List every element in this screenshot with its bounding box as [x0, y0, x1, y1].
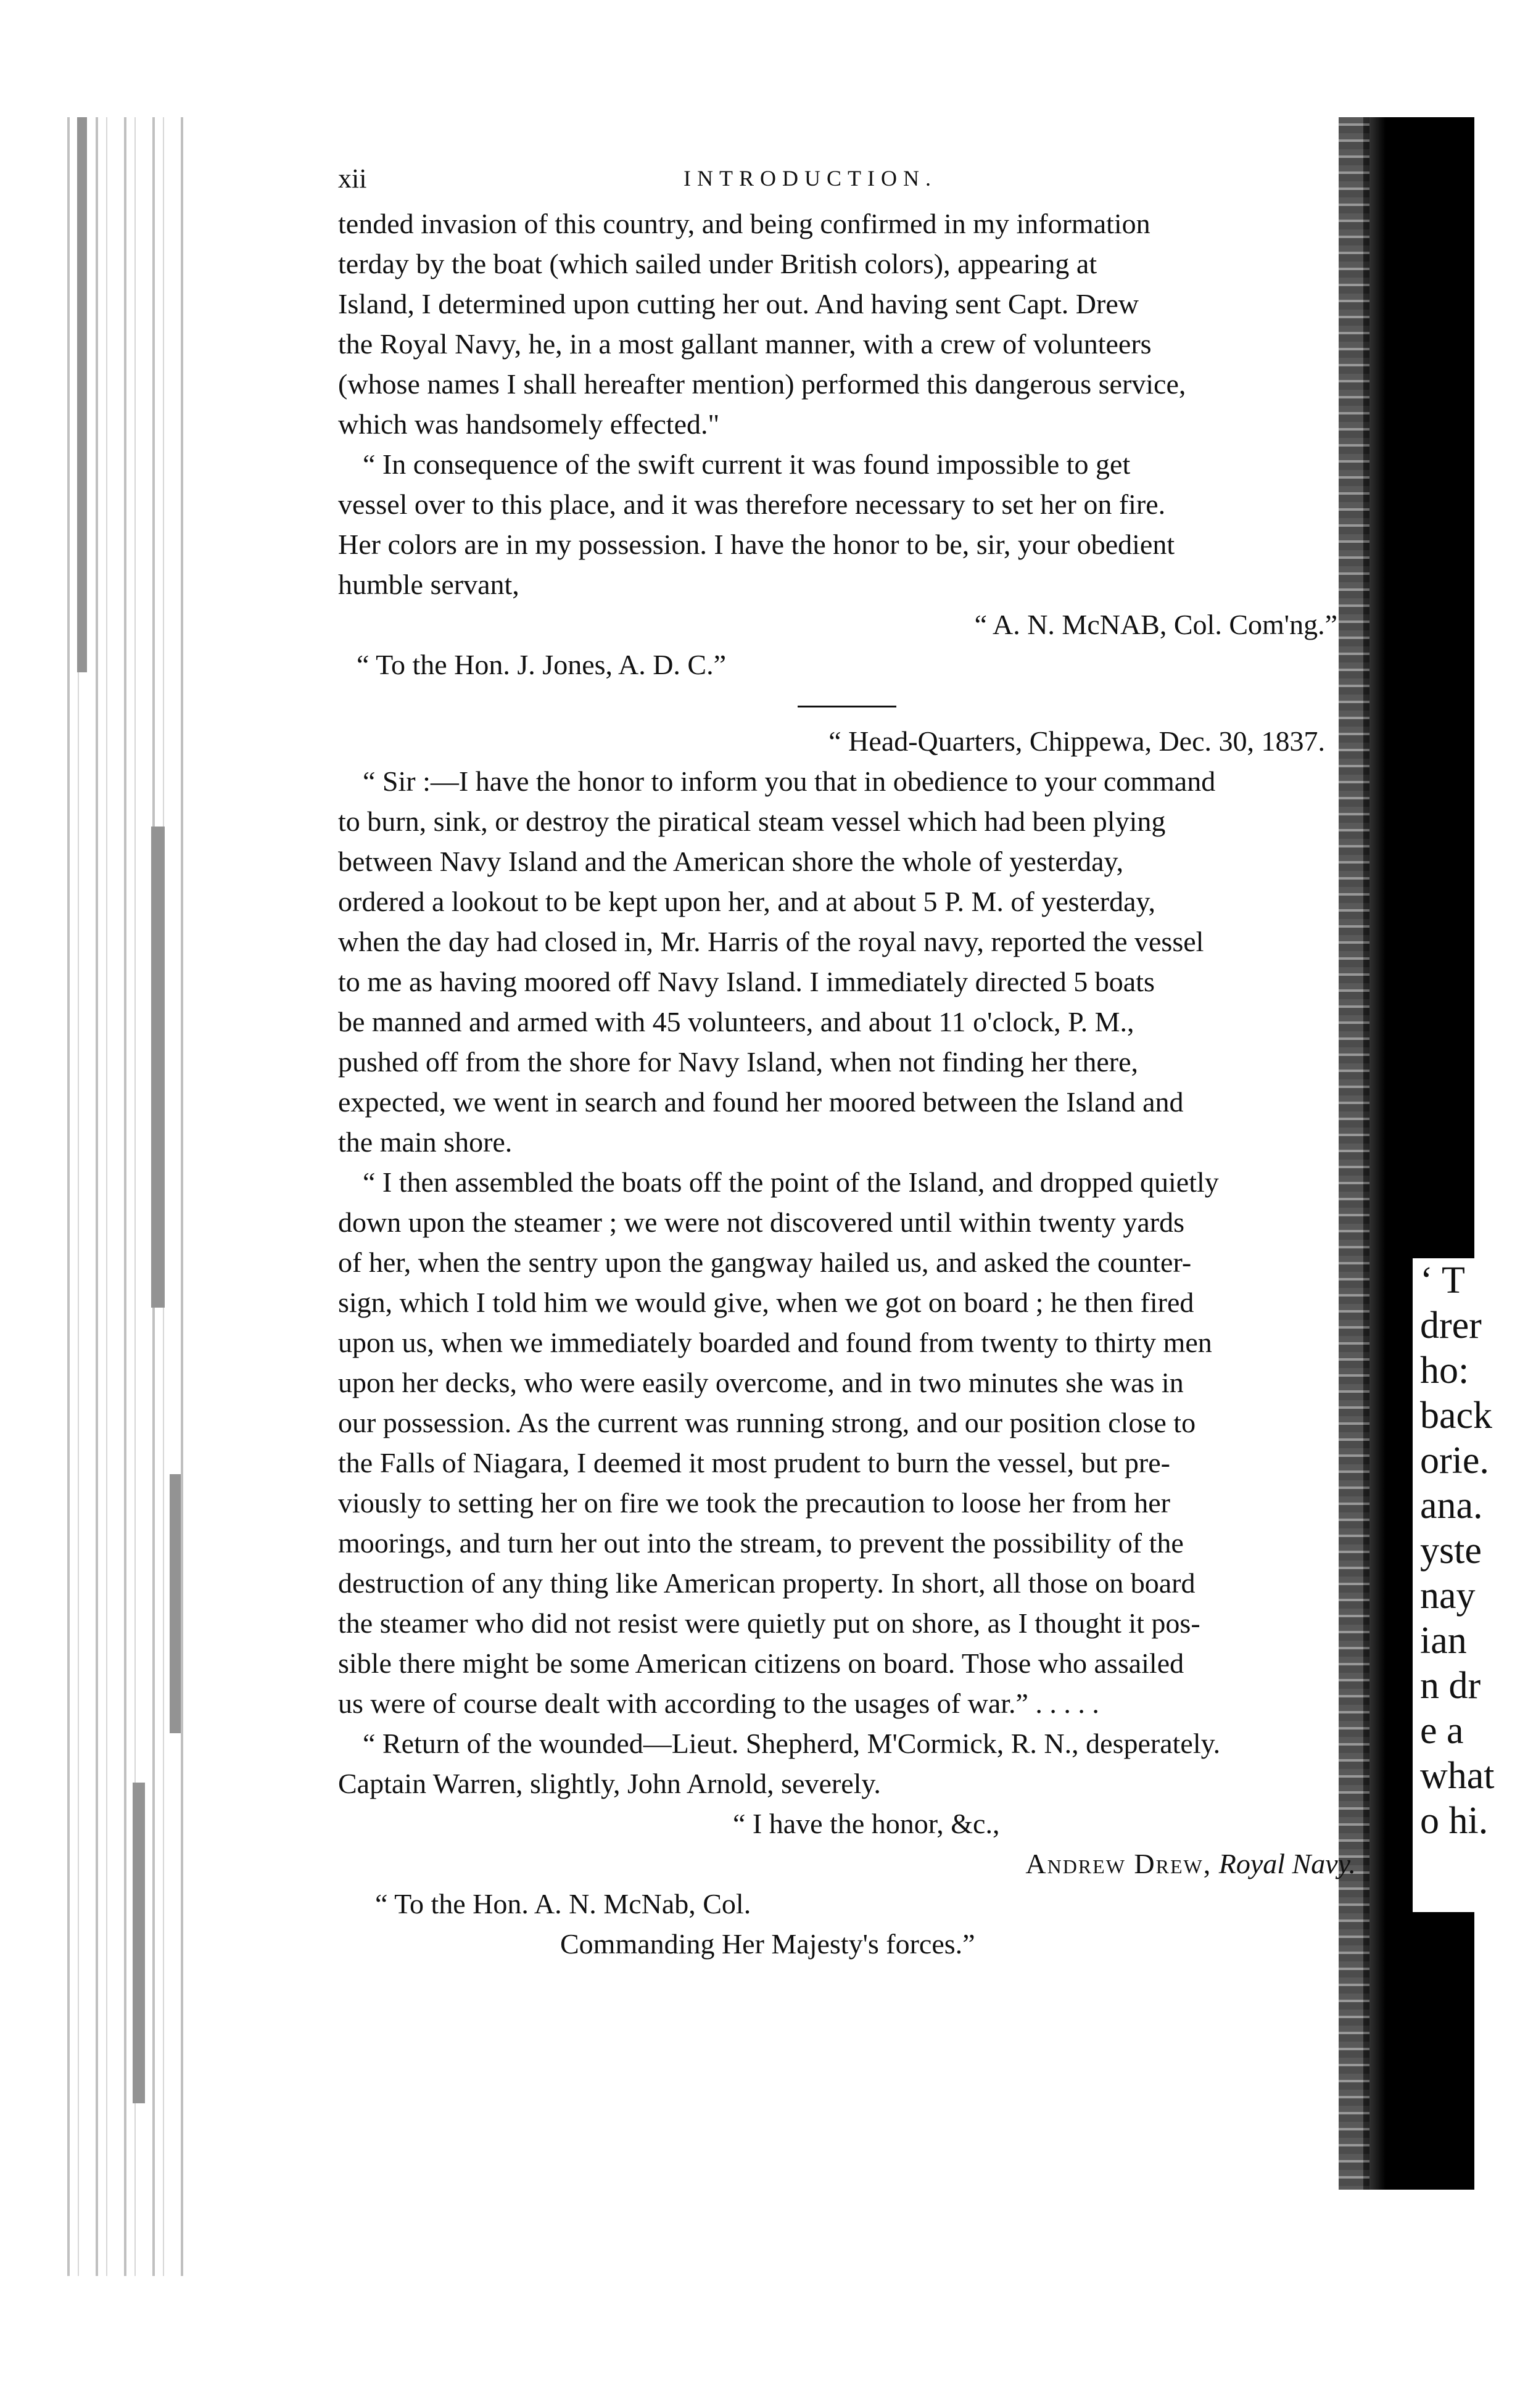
letter2-paragraph2 — [338, 1162, 1356, 1723]
text-line: upon us, when we immediately boarded and found from twenty to thirty men — [338, 1327, 1212, 1358]
bleed-line: nay — [1420, 1575, 1476, 1617]
text-line: sible there might be some American citizens on board. Those who assailed — [338, 1647, 1184, 1679]
text-line: pushed off from the shore for Navy Island, when not finding her there, — [338, 1046, 1139, 1078]
text-line: Her colors are in my possession. I have the honor to be, sir, your obedient — [338, 529, 1175, 560]
text-line: “ I then assembled the boats off the point of the Island, and dropped quietly — [363, 1166, 1219, 1198]
letter2-paragraph3 — [338, 1723, 1356, 1804]
text-line: expected, we went in search and found her moored between the Island and — [338, 1086, 1184, 1118]
bleed-line: n dr — [1420, 1665, 1481, 1707]
letter2-addressee-line2: Commanding Her Majesty's forces.” — [560, 1928, 975, 1960]
letter1-signature: “ A. N. McNAB, Col. Com'ng.” — [974, 609, 1337, 640]
text-line: the Royal Navy, he, in a most gallant manner, with a crew of volunteers — [338, 328, 1152, 360]
text-line: “ Sir :—I have the honor to inform you that in obedience to your command — [363, 765, 1216, 797]
signature-title: Royal Navy. — [1218, 1848, 1356, 1879]
bleed-line: what — [1420, 1755, 1495, 1797]
bleed-line: drer — [1420, 1305, 1482, 1346]
text-line: terday by the boat (which sailed under British colors), appearing at — [338, 248, 1097, 279]
text-line: viously to setting her on fire we took the precaution to loose her from her — [338, 1487, 1170, 1519]
letter2-signature — [338, 1844, 1356, 1884]
scan-artifact-bar — [77, 117, 87, 672]
text-line: upon her decks, who were easily overcome, and in two minutes she was in — [338, 1367, 1184, 1398]
text-line: the Falls of Niagara, I deemed it most prudent to burn the vessel, but pre- — [338, 1447, 1170, 1478]
text-line: “ Return of the wounded—Lieut. Shepherd, M'Cormick, R. N., desperately. — [363, 1728, 1221, 1759]
running-head — [338, 154, 1356, 204]
scan-artifact-bar — [133, 1783, 145, 2103]
text-line: be manned and armed with 45 volunteers, and about 11 o'clock, P. M., — [338, 1006, 1134, 1037]
text-line: vessel over to this place, and it was therefore necessary to set her on fire. — [338, 489, 1166, 520]
text-line: the main shore. — [338, 1126, 513, 1158]
text-line: our possession. As the current was running strong, and our position close to — [338, 1407, 1196, 1438]
letter1-paragraph2 — [338, 444, 1356, 604]
facing-page-bleed — [1413, 1258, 1506, 1912]
text-line: (whose names I shall hereafter mention) performed this dangerous service, — [338, 368, 1186, 400]
text-line: moorings, and turn her out into the stream, to prevent the possibility of the — [338, 1527, 1184, 1559]
text-line: Island, I determined upon cutting her out. And having sent Capt. Drew — [338, 288, 1139, 320]
bleed-line: o hi. — [1420, 1800, 1489, 1842]
letter2-closing: “ I have the honor, &c., — [733, 1808, 1000, 1839]
bleed-line: back — [1420, 1395, 1493, 1437]
text-line: ordered a lookout to be kept upon her, and at about 5 P. M. of yesterday, — [338, 886, 1156, 917]
scan-artifact-bar — [170, 1474, 181, 1733]
text-line: destruction of any thing like American property. In short, all those on board — [338, 1567, 1196, 1599]
text-line: us were of course dealt with according to the usages of war.” . . . . . — [338, 1688, 1099, 1719]
text-line: down upon the steamer ; we were not discovered until within twenty yards — [338, 1206, 1185, 1238]
letter2-dateline: “ Head-Quarters, Chippewa, Dec. 30, 1837. — [828, 725, 1325, 757]
bleed-line: ho: — [1420, 1350, 1469, 1392]
text-line: sign, which I told him we would give, when we got on board ; he then fired — [338, 1287, 1194, 1318]
letter1-addressee: “ To the Hon. J. Jones, A. D. C.” — [357, 649, 727, 680]
bleed-line: ian — [1420, 1620, 1467, 1662]
letter2-addressee-line1: “ To the Hon. A. N. McNab, Col. — [375, 1888, 751, 1919]
bleed-line: e a — [1420, 1710, 1464, 1752]
bleed-line: yste — [1420, 1530, 1482, 1572]
book-page — [338, 154, 1356, 1964]
bleed-line: ana. — [1420, 1485, 1483, 1527]
scan-artifact-left-edge — [59, 117, 188, 2276]
text-line: the steamer who did not resist were quietly put on shore, as I thought it pos- — [338, 1607, 1200, 1639]
text-line: tended invasion of this country, and being confirmed in my information — [338, 208, 1150, 239]
text-line: to burn, sink, or destroy the piratical steam vessel which had been plying — [338, 806, 1166, 837]
bleed-line: ‘ T — [1420, 1260, 1465, 1301]
letter2-paragraph1 — [338, 761, 1356, 1162]
text-line: which was handsomely effected." — [338, 408, 720, 440]
running-title: INTRODUCTION. — [684, 166, 937, 191]
text-line: when the day had closed in, Mr. Harris of the royal navy, reported the vessel — [338, 926, 1204, 957]
section-divider — [798, 706, 896, 707]
bleed-line: orie. — [1420, 1440, 1489, 1482]
text-line: “ In consequence of the swift current it was found impossible to get — [363, 448, 1131, 480]
text-line: between Navy Island and the American shore the whole of yesterday, — [338, 846, 1124, 877]
text-line: of her, when the sentry upon the gangway hailed us, and asked the counter- — [338, 1247, 1192, 1278]
text-line: humble servant, — [338, 569, 519, 600]
text-line: to me as having moored off Navy Island. I immediately directed 5 boats — [338, 966, 1155, 997]
scan-artifact-bar — [151, 827, 165, 1308]
page-number: xii — [338, 163, 367, 194]
letter1-paragraph1 — [338, 204, 1356, 444]
text-line: Captain Warren, slightly, John Arnold, severely. — [338, 1768, 881, 1799]
signature-name: Andrew Drew, — [1025, 1848, 1212, 1879]
